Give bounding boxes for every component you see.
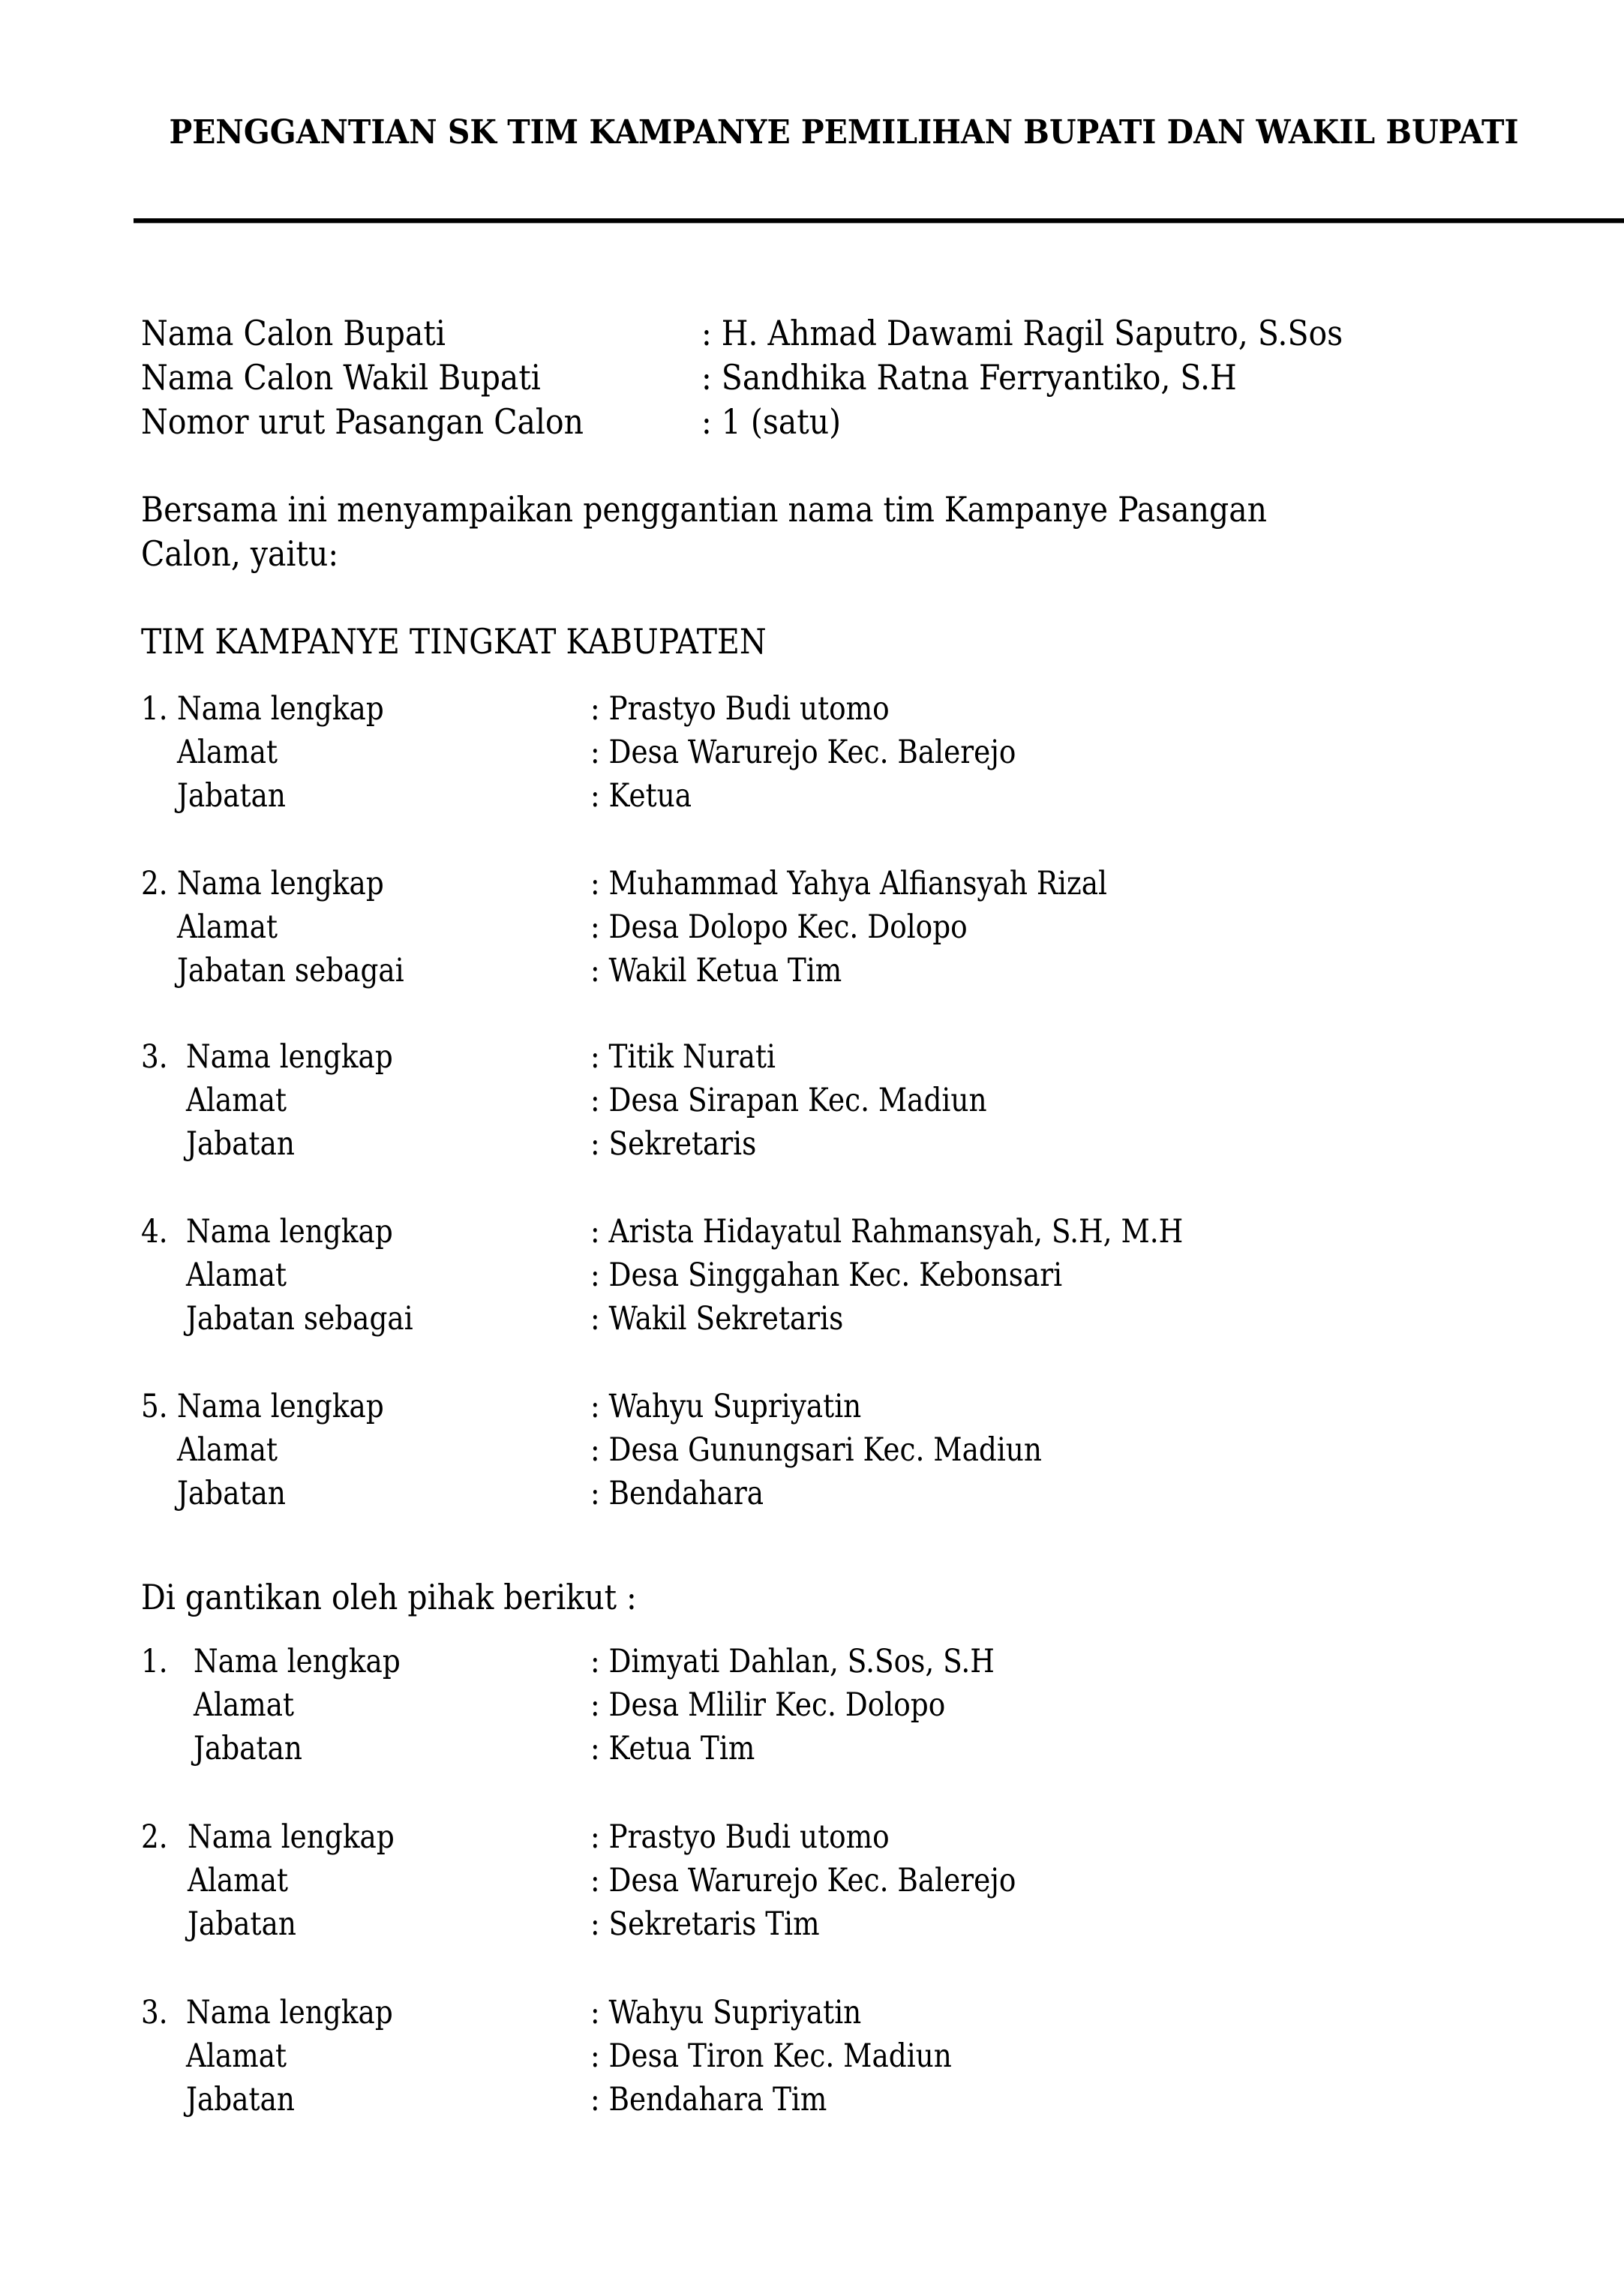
member-row-value: : Titik Nurati (590, 1038, 776, 1076)
intro-paragraph-line-1: Bersama ini menyampaikan penggantian nama tim Kampanye Pasangan (141, 489, 1267, 530)
member-number-text: 1. (141, 690, 168, 728)
member-row-label: Nama lengkap (188, 1818, 395, 1856)
member-row-label: Nama lengkap (177, 1388, 384, 1425)
member-row-value: : Wakil Sekretaris (590, 1300, 844, 1338)
member-number-text: 2. (141, 1818, 168, 1856)
member-row-value: : Ketua (590, 777, 692, 815)
member-row-value: : Prastyo Budi utomo (590, 690, 890, 728)
member-row-value: : Bendahara Tim (590, 2081, 827, 2118)
member-row-label: Nama lengkap (186, 1213, 393, 1251)
member-row-label: Nama lengkap (177, 865, 384, 902)
member-row-value: : Prastyo Budi utomo (590, 1818, 890, 1856)
member-row-label: Jabatan sebagai (177, 952, 404, 989)
member-row-label: Alamat (186, 1082, 287, 1119)
member-row-value: : Sekretaris Tim (590, 1905, 820, 1943)
member-row-value: : Wakil Ketua Tim (590, 952, 842, 989)
member-row-label: Alamat (188, 1862, 289, 1899)
member-row-label: Alamat (177, 1431, 278, 1469)
member-row-label: Jabatan (186, 1125, 295, 1163)
member-row-value: : Ketua Tim (590, 1730, 755, 1767)
member-row-label: Jabatan (177, 1475, 286, 1512)
member-row-value: : Arista Hidayatul Rahmansyah, S.H, M.H (590, 1213, 1184, 1251)
field-value: : 1 (satu) (701, 401, 842, 442)
field-label: Nomor urut Pasangan Calon (141, 401, 584, 442)
member-row-value: : Bendahara (590, 1475, 764, 1512)
member-row-value: : Sekretaris (590, 1125, 757, 1163)
member-row-label: Alamat (177, 908, 278, 946)
member-row-label: Alamat (186, 1257, 287, 1294)
member-row-value: : Desa Sirapan Kec. Madiun (590, 1082, 987, 1119)
member-number-text: 3. (141, 1038, 168, 1076)
document-title (164, 111, 1524, 155)
field-label: Nama Calon Bupati (141, 313, 446, 353)
member-row-label: Jabatan sebagai (186, 1300, 413, 1338)
field-label: Nama Calon Wakil Bupati (141, 357, 541, 398)
member-row-label: Nama lengkap (194, 1643, 401, 1680)
member-row-value: : Desa Gunungsari Kec. Madiun (590, 1431, 1042, 1469)
member-number-text: 1. (141, 1643, 168, 1680)
member-row-label: Alamat (186, 2037, 287, 2075)
member-row-value: : Wahyu Supriyatin (590, 1994, 862, 2031)
member-row-label: Alamat (194, 1686, 295, 1724)
document-title-text: PENGGANTIAN SK TIM KAMPANYE PEMILIHAN BUPATI DAN WAKIL BUPATI (169, 113, 1519, 152)
member-row-value: : Desa Dolopo Kec. Dolopo (590, 908, 968, 946)
member-number-text: 2. (141, 865, 168, 902)
member-row-label: Jabatan (194, 1730, 302, 1767)
member-row-value: : Wahyu Supriyatin (590, 1388, 862, 1425)
member-row-label: Jabatan (188, 1905, 296, 1943)
member-row-label: Jabatan (177, 777, 286, 815)
section-heading: TIM KAMPANYE TINGKAT KABUPATEN (141, 621, 767, 662)
field-value: : Sandhika Ratna Ferryantiko, S.H (701, 357, 1237, 398)
member-row-label: Nama lengkap (177, 690, 384, 728)
member-row-value: : Desa Singgahan Kec. Kebonsari (590, 1257, 1063, 1294)
field-value: : H. Ahmad Dawami Ragil Saputro, S.Sos (701, 313, 1343, 353)
member-row-value: : Desa Mlilir Kec. Dolopo (590, 1686, 946, 1724)
member-row-label: Jabatan (186, 2081, 295, 2118)
member-row-value: : Desa Tiron Kec. Madiun (590, 2037, 952, 2075)
member-row-value: : Dimyati Dahlan, S.Sos, S.H (590, 1643, 995, 1680)
member-number-text: 4. (141, 1213, 168, 1251)
intro-paragraph-line-2: Calon, yaitu: (141, 533, 339, 574)
member-row-label: Alamat (177, 734, 278, 771)
member-row-value: : Desa Warurejo Kec. Balerejo (590, 1862, 1016, 1899)
member-number-text: 5. (141, 1388, 168, 1425)
member-number-text: 3. (141, 1994, 168, 2031)
title-divider (134, 218, 1624, 223)
member-row-value: : Muhammad Yahya Alfiansyah Rizal (590, 865, 1107, 902)
member-row-value: : Desa Warurejo Kec. Balerejo (590, 734, 1016, 771)
member-row-label: Nama lengkap (186, 1994, 393, 2031)
member-row-label: Nama lengkap (186, 1038, 393, 1076)
replacement-heading: Di gantikan oleh pihak berikut : (141, 1577, 637, 1617)
